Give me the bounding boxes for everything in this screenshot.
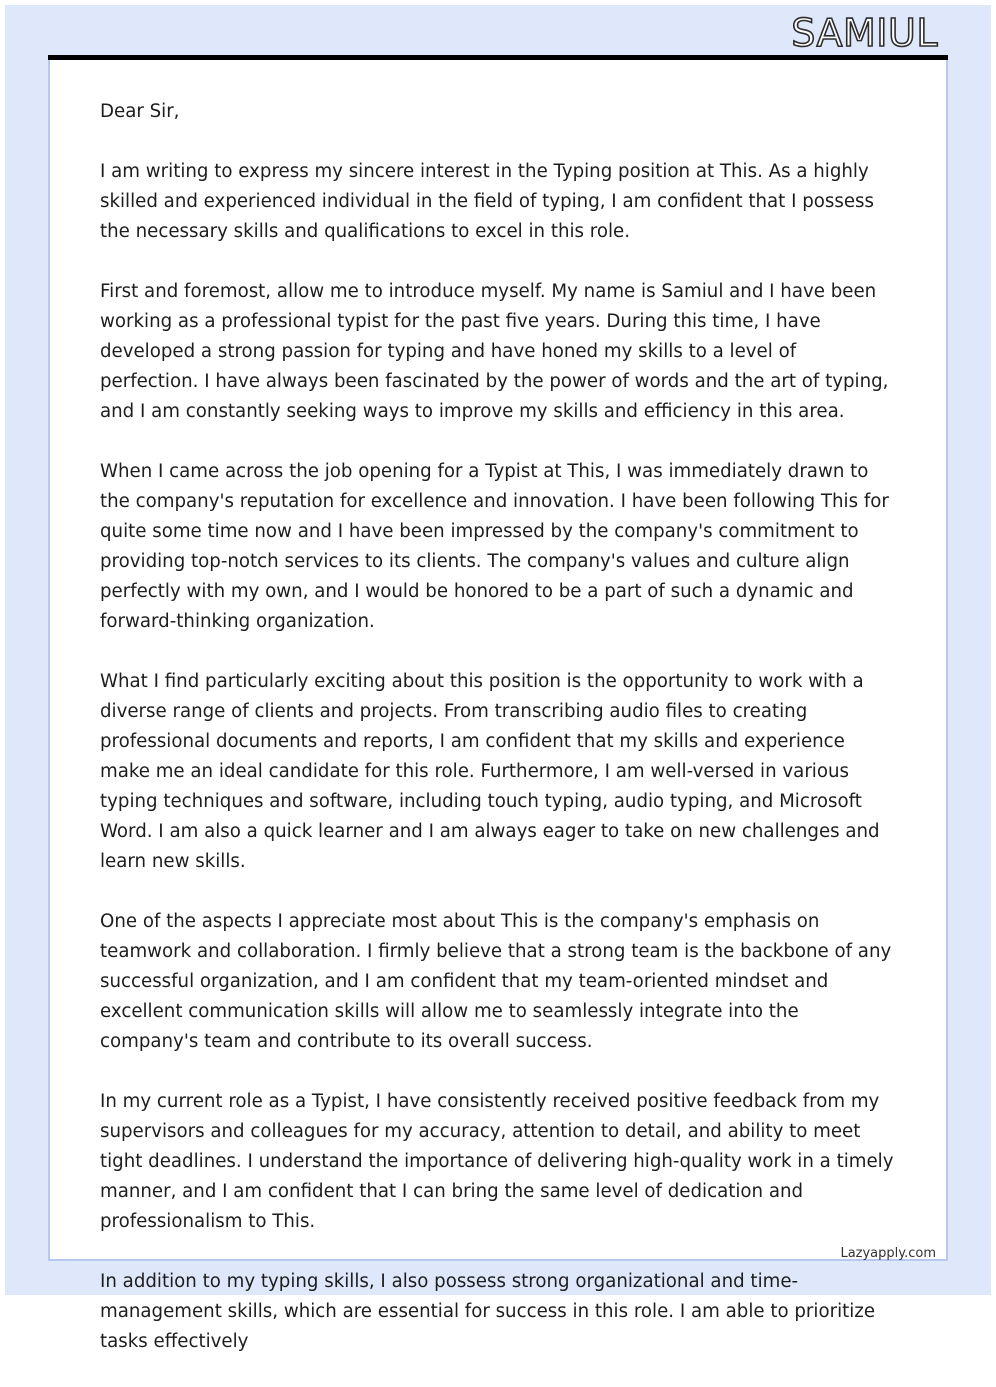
letter-paragraph: In addition to my typing skills, I also possess strong organizational and time-management skills, which are essential for success in this role. I am able to prioritize tasks effectively bbox=[100, 1271, 876, 1352]
letter-paragraph: What I find particularly exciting about this position is the opportunity to work with a diverse range of clients and projects. From transcribing audio files to creating professional documents and reports, I am confident that my skills and experience make me an ideal candidate for this role. Furthermore, I am well-versed in various typing techniques and software, including touch typing, audio typing, and Microsoft Word. I am also a quick learner and I am always eager to take on new challenges and learn new skills. bbox=[100, 671, 880, 872]
letter-paragraph: In my current role as a Typist, I have consistently received positive feedback from my supervisors and colleagues for my accuracy, attention to detail, and ability to meet tight deadlines. I understand the importance of delivering high-quality work in a timely manner, and I am confident that I can bring the same level of dedication and professionalism to This. bbox=[100, 1091, 894, 1232]
letter-salutation: Dear Sir, bbox=[100, 101, 180, 122]
letter-body bbox=[100, 97, 900, 1387]
header-name: SAMIUL bbox=[791, 11, 938, 55]
letter-paragraph: I am writing to express my sincere interest in the Typing position at This. As a highly skilled and experienced individual in the field of typing, I am confident that I possess the necessary skills and qualifications to excel in this role. bbox=[100, 161, 875, 242]
letter-paragraph: First and foremost, allow me to introduce myself. My name is Samiul and I have been working as a professional typist for the past five years. During this time, I have developed a strong passion for typing and have honed my skills to a level of perfection. I have always been fascinated by the power of words and the art of typing, and I am constantly seeking ways to improve my skills and efficiency in this area. bbox=[100, 281, 889, 422]
letter-paragraph: When I came across the job opening for a Typist at This, I was immediately drawn to the company's reputation for excellence and innovation. I have been following This for quite some time now and I have been impressed by the company's commitment to providing top-notch services to its clients. The company's values and culture align perfectly with my own, and I would be honored to be a part of such a dynamic and forward-thinking organization. bbox=[100, 461, 889, 632]
footer-watermark: Lazyapply.com bbox=[840, 1246, 936, 1261]
letter-paragraph: One of the aspects I appreciate most about This is the company's emphasis on teamwork and collaboration. I firmly believe that a strong team is the backbone of any successful organization, and I am confident that my team-oriented mindset and excellent communication skills will allow me to seamlessly integrate into the company's team and contribute to its overall success. bbox=[100, 911, 892, 1052]
